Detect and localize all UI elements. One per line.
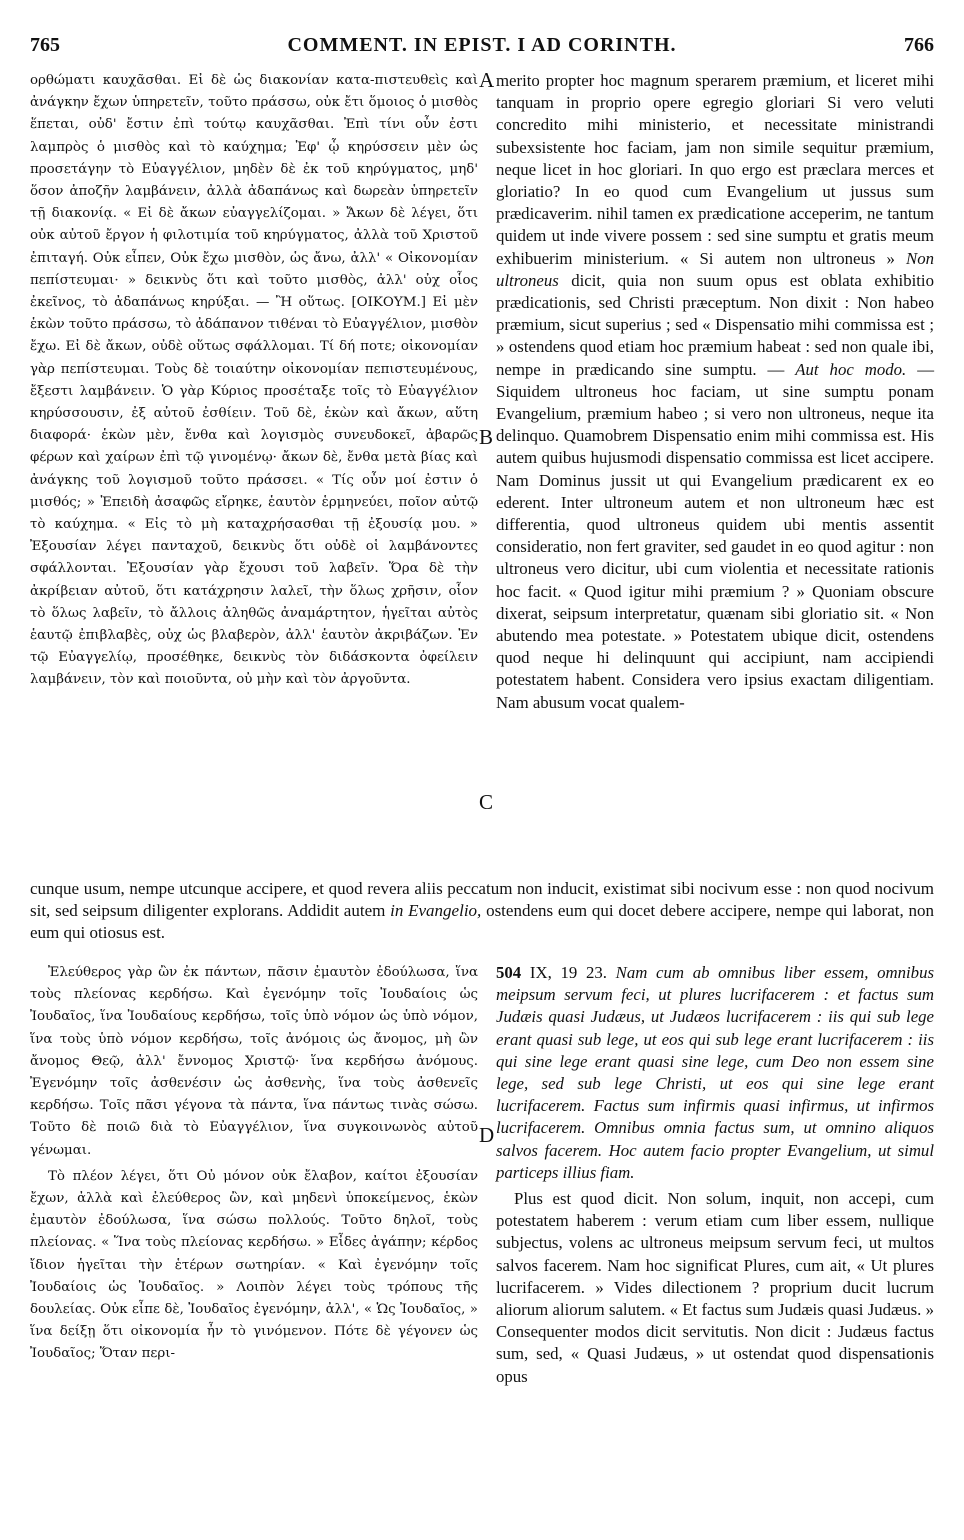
latin-text: cunque usum, nempe utcunque accipere, et quod revera aliis peccatum non inducit, existimat sibi nocivum esse : non quod nocivum sit, sed seipsum diligenter explorans. Addidit autem: [30, 879, 934, 920]
verse-reference: IX, 19 23.: [521, 963, 616, 982]
greek-paragraph: ορθώματι καυχᾶσθαι. Εἰ δὲ ὡς διακονίαν κατα-πιστευθεὶς καὶ ἀνάγκην ἔχων ὑπηρετεῖν, τοῦτο πράσσω, οὐκ ἔτι ὅμοιος ὁ μισθὸς ἕπεται, οὐδ' ἔστιν ἐπὶ τούτῳ καυχᾶσθαι. Ἐπὶ τίνι οὖν ἐστι λαμπρὸς ὁ μισθὸς καὶ τὸ καύχημα; Ἐφ' ᾧ κηρύσσειν μὲν ὡς προσετάγην τὸ Εὐαγγέλιον, μηδὲν δὲ ἐκ τοῦ κηρύγματος, μηδ' ὅσον ἀποζῆν λαμβάνειν, ἀλλὰ ἀδαπάνως καὶ δωρεὰν ὑπηρετεῖν τῇ διακονίᾳ. « Εἰ δὲ ἄκων εὐαγγελίζομαι. » Ἄκων δὲ λέγει, ὅτι οὐκ αὐτοῦ ἔργον ἡ φιλοτιμία τοῦ κηρύγματος, ἀλλὰ τοῦ Χριστοῦ ἐπιταγή. Οὐκ εἶπεν, Οὐκ ἔχω μισθὸν, ὡς ἄνω, ἀλλ' « Οἰκονομίαν πεπίστευμαι· » δεικνὺς ὅτι καὶ τοῦτο μισθὸς, ἀλλ' οὐχ οἷος ἐκεῖνος, τὸ ἀδαπάνως κηρύξαι. — Ἢ οὕτως. [ΟΙΚΟΥΜ.] Εἰ μὲν ἑκὼν τοῦτο πράσσω, τὸ ἀδάπανον τιθέναι τὸ Εὐαγγέλιον, μισθὸν ἔχω. Εἰ δὲ ἄκων, οὐδὲ οὕτως σφάλλομαι. Τί δή ποτε; οἰκονομίαν γὰρ πεπίστευμαι. Τοὺς δὲ τοιαύτην οἰκονομίαν πεπιστευμένους, ἔξεστι λαμβάνειν. Ὁ γὰρ Κύριος προσέταξε τοῖς τὸ Εὐαγγέλιον κηρύσσουσιν, ἐξ αὐτοῦ ἐσθίειν. Τοῦ δὲ, ἑκὼν καὶ ἄκων, αὕτη διαφορά· ἑκὼν μὲν, ἔνθα καὶ λογισμὸς συνευδοκεῖ, ἀβαρῶς φέρων καὶ χαίρων ἐπὶ τῷ γινομένῳ· ἄκων δὲ, ἔνθα μετὰ βίας καὶ ἀνάγκης τοῦ λογισμοῦ τοῦτο πράσσει. « Τίς οὖν μοί ἐστιν ὁ μισθός; » Ἐπειδὴ ἀσαφῶς εἴρηκε, ἑαυτὸν ἑρμηνεύει, ποῖον αὐτῷ τὸ καύχημα. « Εἰς τὸ μὴ καταχρήσασθαι τῇ ἐξουσίᾳ μου. » Ἐξουσίαν λέγει πανταχοῦ, δεικνὺς ὅτι οὐδὲ οἱ λαμβάνοντες σφάλλονται. Ἐξουσίαν γὰρ ἔχουσι τοῦ λαβεῖν. Ὅρα δὲ τὴν ἀκρίβειαν αὐτοῦ, ὅτι κατάχρησιν λαλεῖ, τὴν ὅλως χρῆσιν, οἷον τὸ ὅλως λαβεῖν, τὸ ἄλλοις ἀληθῶς ἀναμάρτητον, ἡγεῖται αὐτὸς ἑαυτῷ ἐπιβλαβὲς, οὐχ ὡς βλαβερὸν, ἀλλ' ἑαυτὸν ἀκριβάζων. Ἐν τῷ Εὐαγγελίῳ, προσέθηκε, δεικνὺς τὸν διδάσκοντα ὀφείλειν λαμβάνειν, τὸν καὶ ποιοῦντα, οὐ μὴν καὶ τὸν ἀργοῦντα.: [30, 73, 478, 688]
margin-marker-d: D: [479, 1123, 495, 1147]
greek-verse-paragraph: Ἐλεύθερος γὰρ ὢν ἐκ πάντων, πᾶσιν ἐμαυτὸν ἐδούλωσα, ἵνα τοὺς πλείονας κερδήσω. Καὶ ἐγενόμην τοῖς Ἰουδαίοις ὡς Ἰουδαῖος, ἵνα Ἰουδαίους κερδήσω, τοῖς ὑπὸ νόμον ὡς ὑπὸ νόμον, ἵνα τοὺς ὑπὸ νόμον κερδήσω, τοῖς ἀνόμοις ὡς ἄνομος, μὴ ὢν ἄνομος Θεῷ, ἀλλ' ἔννομος Χριστῷ· ἵνα κερδήσω ἀνόμους. Ἐγενόμην τοῖς ἀσθενέσιν ὡς ἀσθενὴς, ἵνα τοὺς ἀσθενεῖς κερδήσω. Τοῖς πᾶσι γέγονα τὰ πάντα, ἵνα πάντως τινὰς σώσω. Τοῦτο δὲ ποιῶ διὰ τὸ Εὐαγγέλιον, ἵνα συγκοινωνὸς αὐτοῦ γένωμαι.: [30, 965, 478, 1158]
latin-italic-text: Aut hoc modo.: [795, 359, 907, 379]
latin-text: merito propter hoc magnum sperarem præmium, et liceret mihi tanquam in proprio opere egregio gloriari Si vero veluti concredito mihi ministerio, et necessitate ministrandi subexsistente hoc faciam, jam non simile sequitur præmium, neque licet in hoc gloriari. In quo ergo est præclara merces et gloriatio? In eo quod cum Evangelium ut jussus sum prædicaverim. nihil tamen ex prædicatione acceperim, ne tantum quidem ut inde vivere possem : sed sine sumptu et gratis meum exhibuerim ministerium. « Si autem non ultroneus »: [496, 71, 934, 268]
running-title: COMMENT. IN EPIST. I AD CORINTH.: [287, 34, 677, 56]
latin-paragraph: [496, 70, 934, 714]
margin-marker-c: C: [479, 790, 494, 814]
latin-commentary-paragraph: Plus est quod dicit. Non solum, inquit, non accepi, cum potestatem haberem : verum etiam cum liber essem, nullique subjectus, volens ac ultroneus meipsum servum feci, ut multos salvos facerem. Nam hoc significat Plures, cum ait, « Ut plures lucrifacerem. » Vides dilectionem ? proprium ducit lucrum aliorum aliorum salutem. « Et factus sum Judæis quasi Judæus. » Consequenter modos dicit servitutis. Non dicit : Judæus factus sum, sed, « Quasi Judæus, » ut ostendat quod dispensationis opus: [496, 1189, 934, 1386]
left-page-number: 765: [30, 34, 60, 56]
full-width-paragraph: [30, 878, 934, 944]
latin-text: dicit, quia non suum opus est oblata exhibitio prædicationis, sed Christi præceptum. Non dixit : Non habeo præmium, sicut superius ; sed « Dispensatio mihi commissa est ; » ostendens quod etiam hoc præmium habeat : sed non quale ibi, nempe in prædicando sine sumptu. —: [496, 270, 934, 379]
latin-verse-paragraph: [496, 962, 934, 1184]
latin-verse-text: Nam cum ab omnibus liber essem, omnibus meipsum servum feci, ut plures lucrifacerem : et factus sum Judæis quasi Judæus, ut Judæos lucrifacerem : iis qui sub lege erant quasi sub lege, ut eos qui sub lege erant lucrifacerem : iis qui sine lege erant quasi sine lege, cum Deo non essem sine lege, sed sub lege Christi, ut eos qui sine lege erant lucrifacerem. Factus sum infirmis quasi infirmus, ut infirmos lucrifacerem. Omnibus omnia factus sum, ut omnino aliquos salvos facerem. Hoc autem facio propter Evangelium, ut simul particeps illius fiam.: [496, 963, 934, 1182]
upper-latin-column: [496, 70, 934, 714]
lower-greek-column: [30, 962, 478, 1366]
column-number: 504: [496, 963, 522, 982]
margin-marker-b: B: [479, 425, 494, 449]
page-header: [30, 34, 934, 60]
latin-italic-text: Non ultroneus: [496, 248, 934, 290]
upper-greek-column: [30, 70, 478, 692]
lower-latin-column: [496, 962, 934, 1388]
latin-text: ostendens eum qui docet debere accipere, nempe qui laborat, non eum qui otiosus est.: [30, 901, 934, 942]
right-page-number: 766: [904, 34, 934, 56]
latin-italic-text: in Evangelio,: [390, 901, 482, 920]
margin-marker-a: A: [479, 68, 495, 92]
greek-commentary-paragraph: Τὸ πλέον λέγει, ὅτι Οὐ μόνον οὐκ ἔλαβον, καίτοι ἐξουσίαν ἔχων, ἀλλὰ καὶ ἐλεύθερος ὢν, καὶ μηδενὶ ὑποκείμενος, ἑκὼν ἐμαυτὸν ἐδούλωσα, ἵνα σώσω πολλούς. Τοῦτο δηλοῖ, τοὺς πλείονας. « Ἵνα τοὺς πλείονας κερδήσω. » Εἶδες ἀγάπην; κέρδος ἴδιον ἡγεῖται τὴν ἑτέρων σωτηρίαν. « Καὶ ἐγενόμην τοῖς Ἰουδαίοις ὡς Ἰουδαῖος. » Λοιπὸν λέγει τοὺς τρόπους τῆς δουλείας. Οὐκ εἶπε δὲ, Ἰουδαῖος ἐγενόμην, ἀλλ', « Ὡς Ἰουδαῖος, » ἵνα δείξῃ ὅτι οἰκονομία ἦν τὸ γινόμενον. Πότε δὲ γέγονεν ὡς Ἰουδαῖος; Ὅταν περι-: [30, 1168, 478, 1362]
latin-text: — Siquidem ultroneus hoc faciam, ut sine sumptu ponam Evangelium, præmium habeo ; si vero non ultroneus, neque ita delinquo. Quamobrem Dispensatio enim mihi commissa est. His autem quibus hujusmodi dispensatio commissa est licet accipere. Nam Dominus jussit ut qui Evangelium prædicarent ex eo ederent. Inter ultroneum autem et non ultroneum hæc est differentia, quod ultroneus quidem ubi mentis assentit consideratio, non fert graviter, sed gaudet in eo quod agitur : non ultroneus vero dicitur, ubi cum violentia et necessitate rationis hoc facit. « Quod igitur mihi præmium ? » Quoniam obscure dixerat, seipsum interpretatur, quænam sibi gloriatio sit. « Non abutendo mea potestate. » Potestatem ubique dicit, ostendens quod neque hi delinquunt qui accipiunt, nam accipiendi potestatem habent. Considera vero ipsius exactam diligentiam. Nam abusum vocat qualem-: [496, 359, 934, 712]
